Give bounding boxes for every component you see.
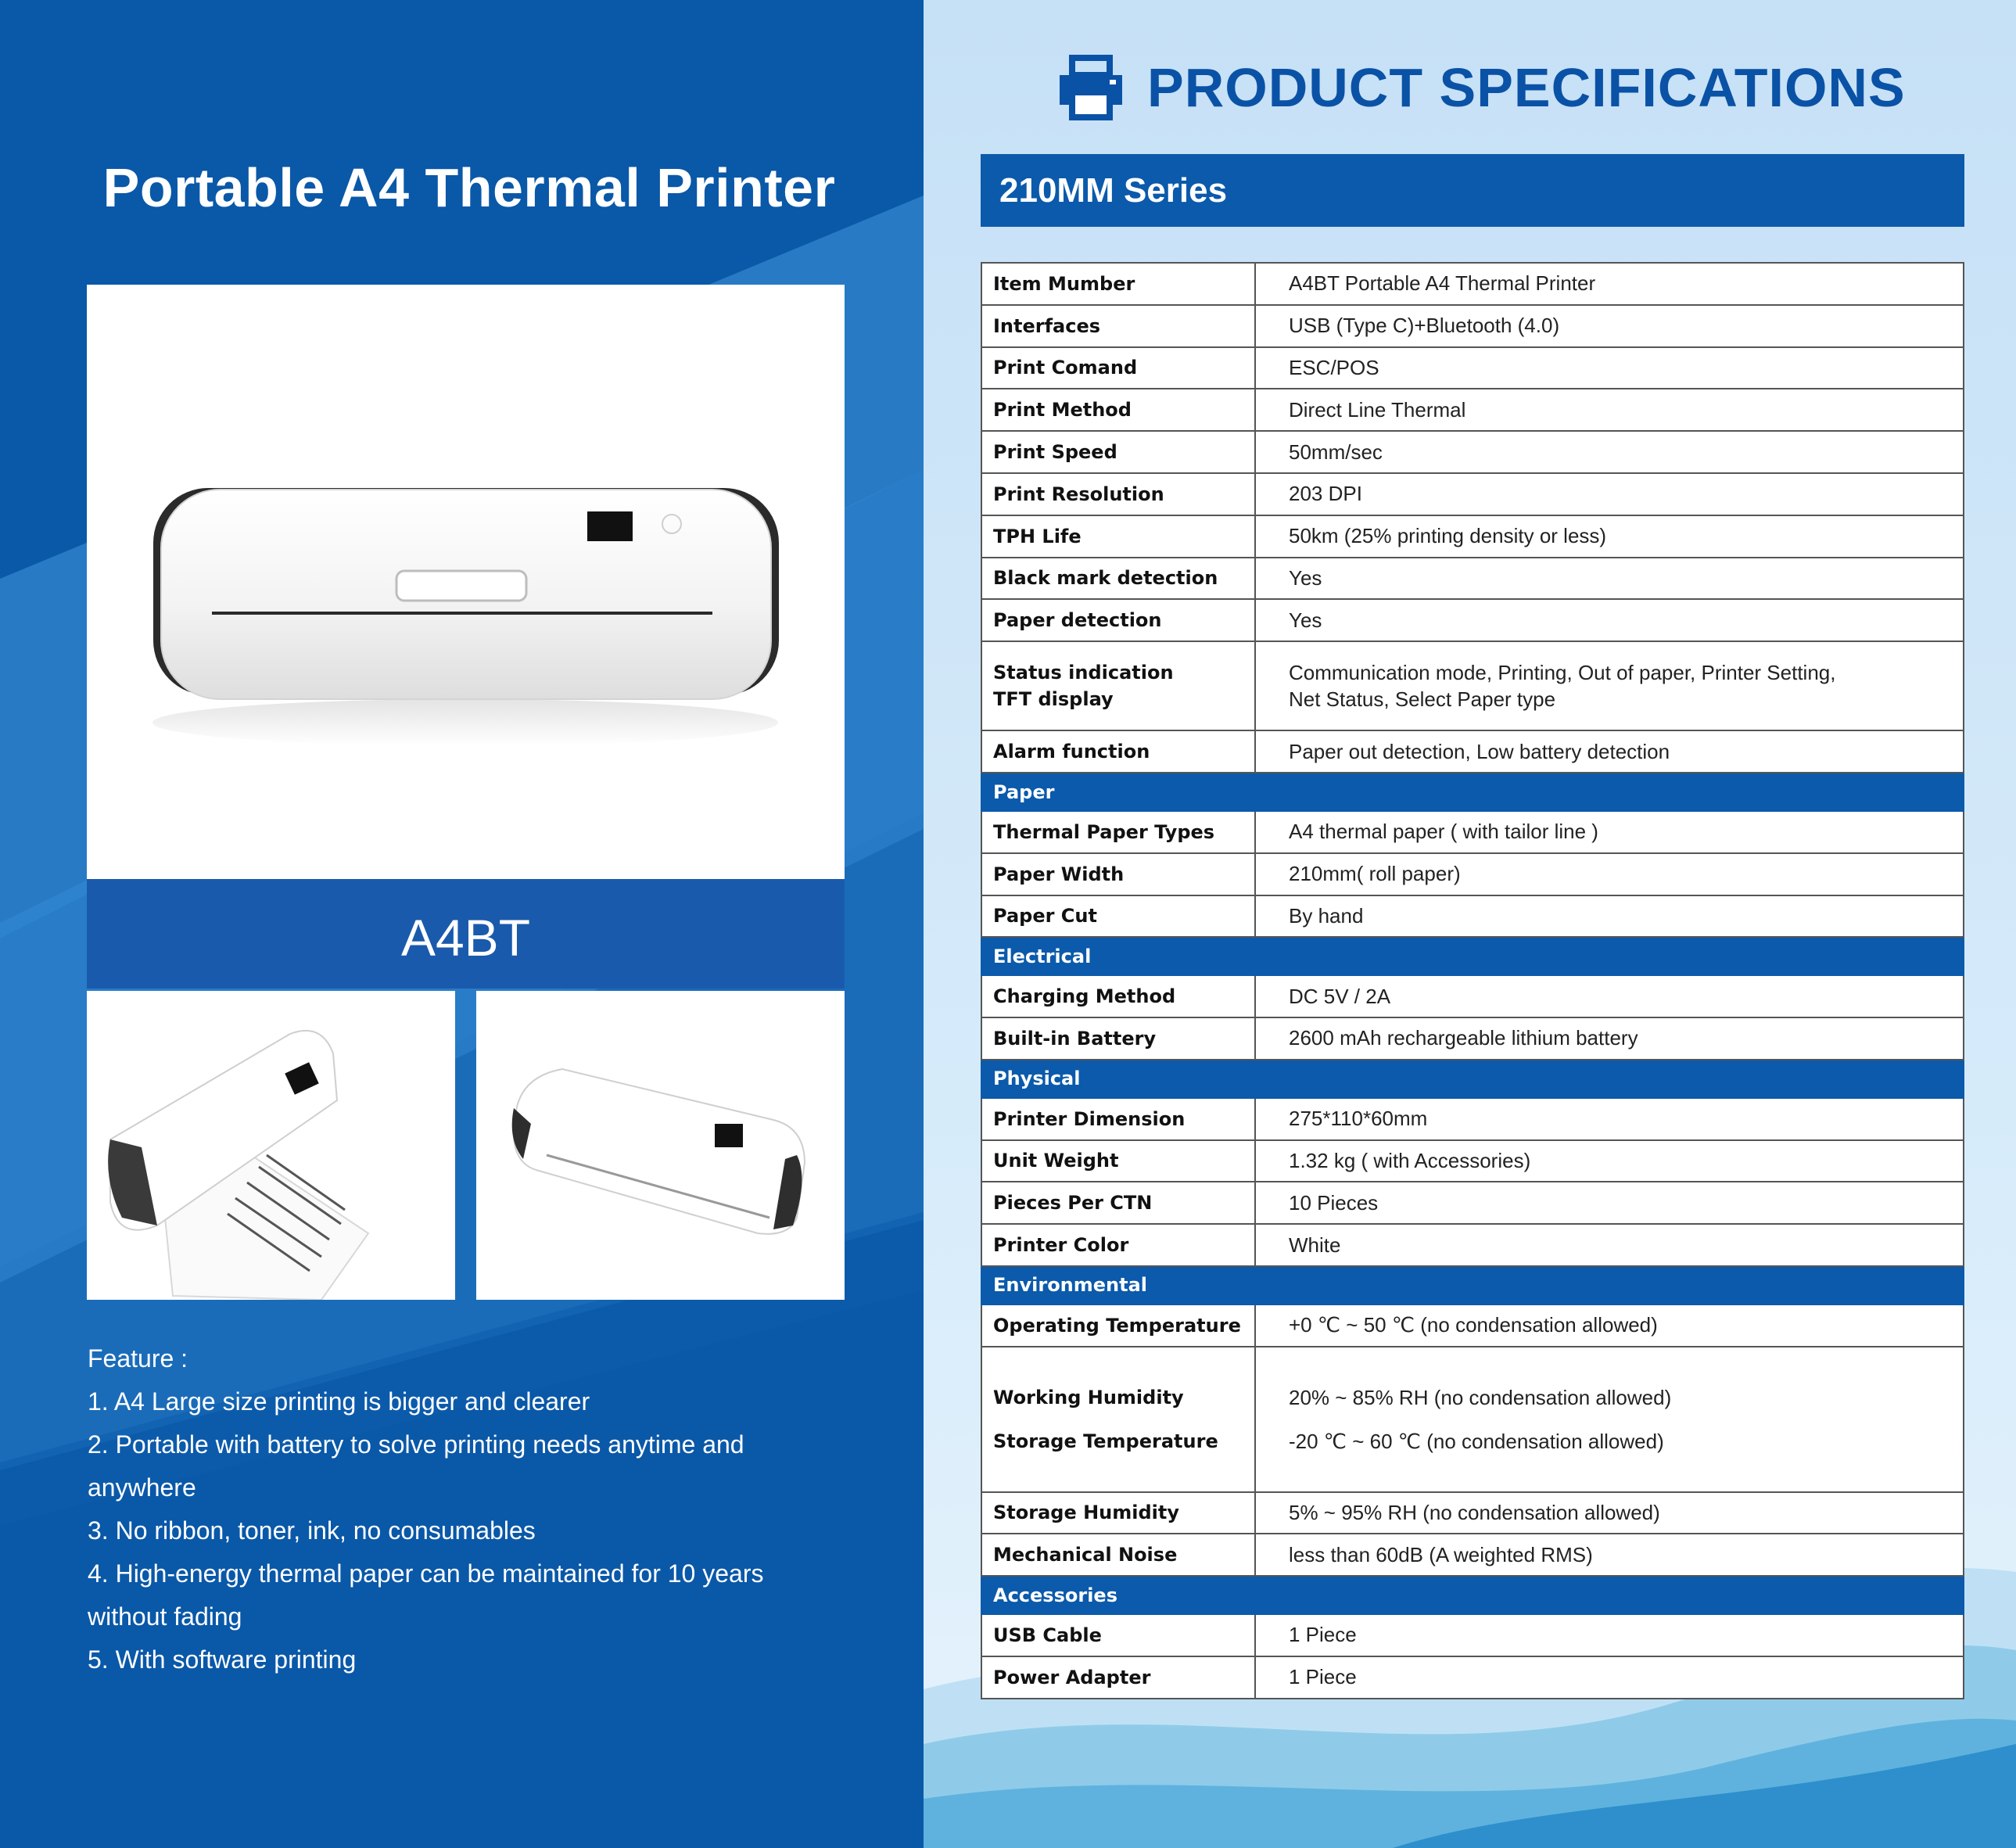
table-row <box>981 473 1964 515</box>
spec-key: Item Mumber <box>981 263 1255 305</box>
spec-key: Print Method <box>981 389 1255 431</box>
spec-value: Paper out detection, Low battery detection <box>1255 730 1964 773</box>
spec-key: Alarm function <box>981 730 1255 773</box>
spec-value-line: -20 ℃ ~ 60 ℃ (no condensation allowed) <box>1289 1429 1664 1453</box>
spec-value: 10 Pieces <box>1255 1182 1964 1224</box>
table-row <box>981 1534 1964 1576</box>
right-panel <box>924 0 2016 1848</box>
table-row <box>981 730 1964 773</box>
spec-value: 2600 mAh rechargeable lithium battery <box>1255 1017 1964 1060</box>
spec-key: Unit Weight <box>981 1140 1255 1182</box>
table-row <box>981 599 1964 641</box>
spec-key-line: Status indication <box>993 662 1174 684</box>
spec-title: PRODUCT SPECIFICATIONS <box>1147 57 1906 118</box>
spec-key: Pieces Per CTN <box>981 1182 1255 1224</box>
spec-value: A4BT Portable A4 Thermal Printer <box>1255 263 1964 305</box>
section-row <box>981 1576 1964 1614</box>
spec-value: A4 thermal paper ( with tailor line ) <box>1255 811 1964 853</box>
feature-item: 3. No ribbon, toner, ink, no consumables <box>88 1516 536 1545</box>
printer-photo-main <box>87 285 845 879</box>
left-panel <box>0 0 924 1848</box>
series-title: 210MM Series <box>981 154 1964 227</box>
spec-value-line: Net Status, Select Paper type <box>1289 687 1556 712</box>
spec-value: 5% ~ 95% RH (no condensation allowed) <box>1255 1492 1964 1534</box>
table-row <box>981 641 1964 730</box>
spec-key: Printer Color <box>981 1224 1255 1266</box>
table-row <box>981 1017 1964 1060</box>
spec-key: Operating Temperature <box>981 1304 1255 1347</box>
feature-item: 1. A4 Large size printing is bigger and clearer <box>88 1387 590 1416</box>
spec-value: Yes <box>1255 558 1964 600</box>
feature-heading: Feature : <box>88 1344 188 1373</box>
table-row <box>981 1182 1964 1224</box>
spec-value: 1 Piece <box>1255 1614 1964 1656</box>
spec-key: Paper detection <box>981 599 1255 641</box>
section-row <box>981 937 1964 975</box>
table-row <box>981 811 1964 853</box>
spec-value: DC 5V / 2A <box>1255 975 1964 1017</box>
feature-item: without fading <box>88 1602 242 1631</box>
feature-item: anywhere <box>88 1473 196 1502</box>
spec-value-line: 20% ~ 85% RH (no condensation allowed) <box>1289 1385 1672 1409</box>
printer-photo-angled <box>476 991 845 1300</box>
spec-value: White <box>1255 1224 1964 1266</box>
spec-value-line: Communication mode, Printing, Out of paper, Printer Setting, <box>1289 661 1836 685</box>
table-row <box>981 1304 1964 1347</box>
table-row <box>981 263 1964 305</box>
table-row <box>981 895 1964 938</box>
spec-value: 50km (25% printing density or less) <box>1255 515 1964 558</box>
table-row <box>981 1140 1964 1182</box>
spec-value: 1.32 kg ( with Accessories) <box>1255 1140 1964 1182</box>
table-row <box>981 1614 1964 1656</box>
table-row <box>981 431 1964 473</box>
table-row <box>981 1347 1964 1492</box>
spec-key: Charging Method <box>981 975 1255 1017</box>
section-title: Accessories <box>981 1576 1964 1614</box>
spec-value: 50mm/sec <box>1255 431 1964 473</box>
feature-list <box>88 1337 901 1681</box>
spec-key: Power Adapter <box>981 1656 1255 1699</box>
table-row <box>981 1098 1964 1140</box>
spec-value: USB (Type C)+Bluetooth (4.0) <box>1255 305 1964 347</box>
model-label: A4BT <box>87 879 845 989</box>
spec-key-line: Working Humidity <box>993 1386 1184 1408</box>
spec-value: 1 Piece <box>1255 1656 1964 1699</box>
spec-table <box>981 262 1964 1699</box>
feature-item: 5. With software printing <box>88 1645 357 1674</box>
spec-value: 275*110*60mm <box>1255 1098 1964 1140</box>
section-row <box>981 1266 1964 1304</box>
table-row <box>981 1492 1964 1534</box>
spec-key: USB Cable <box>981 1614 1255 1656</box>
spec-key: Paper Cut <box>981 895 1255 938</box>
spec-value <box>1255 641 1964 730</box>
spec-value: Direct Line Thermal <box>1255 389 1964 431</box>
spec-value <box>1255 1347 1964 1492</box>
spec-value: Yes <box>1255 599 1964 641</box>
spec-value: By hand <box>1255 895 1964 938</box>
spec-value: 203 DPI <box>1255 473 1964 515</box>
spec-key: Interfaces <box>981 305 1255 347</box>
spec-key <box>981 1347 1255 1492</box>
table-row <box>981 389 1964 431</box>
spec-key: Storage Humidity <box>981 1492 1255 1534</box>
section-row <box>981 773 1964 811</box>
spec-key-line: Storage Temperature <box>993 1430 1218 1452</box>
spec-value: 210mm( roll paper) <box>1255 853 1964 895</box>
spec-value: +0 ℃ ~ 50 ℃ (no condensation allowed) <box>1255 1304 1964 1347</box>
spec-key-line: TFT display <box>993 688 1114 711</box>
spec-key: Print Comand <box>981 347 1255 389</box>
spec-key: Print Speed <box>981 431 1255 473</box>
section-title: Physical <box>981 1060 1964 1098</box>
spec-key: Thermal Paper Types <box>981 811 1255 853</box>
table-row <box>981 975 1964 1017</box>
table-row <box>981 347 1964 389</box>
section-title: Environmental <box>981 1266 1964 1304</box>
spec-key: Paper Width <box>981 853 1255 895</box>
spec-key: Mechanical Noise <box>981 1534 1255 1576</box>
table-row <box>981 515 1964 558</box>
table-row <box>981 558 1964 600</box>
table-row <box>981 305 1964 347</box>
spec-key: TPH Life <box>981 515 1255 558</box>
feature-item: 2. Portable with battery to solve printing needs anytime and <box>88 1430 744 1459</box>
spec-value: less than 60dB (A weighted RMS) <box>1255 1534 1964 1576</box>
section-title: Electrical <box>981 937 1964 975</box>
spec-key: Built-in Battery <box>981 1017 1255 1060</box>
section-row <box>981 1060 1964 1098</box>
spec-key <box>981 641 1255 730</box>
table-row <box>981 1656 1964 1699</box>
spec-value: ESC/POS <box>1255 347 1964 389</box>
printer-icon <box>1056 55 1125 120</box>
spec-key: Print Resolution <box>981 473 1255 515</box>
feature-item: 4. High-energy thermal paper can be maintained for 10 years <box>88 1559 764 1588</box>
spec-key: Black mark detection <box>981 558 1255 600</box>
table-row <box>981 853 1964 895</box>
table-row <box>981 1224 1964 1266</box>
spec-key: Printer Dimension <box>981 1098 1255 1140</box>
product-title: Portable A4 Thermal Printer <box>102 157 836 218</box>
spec-header <box>1056 48 1906 127</box>
section-title: Paper <box>981 773 1964 811</box>
printer-photo-with-paper <box>87 991 455 1300</box>
